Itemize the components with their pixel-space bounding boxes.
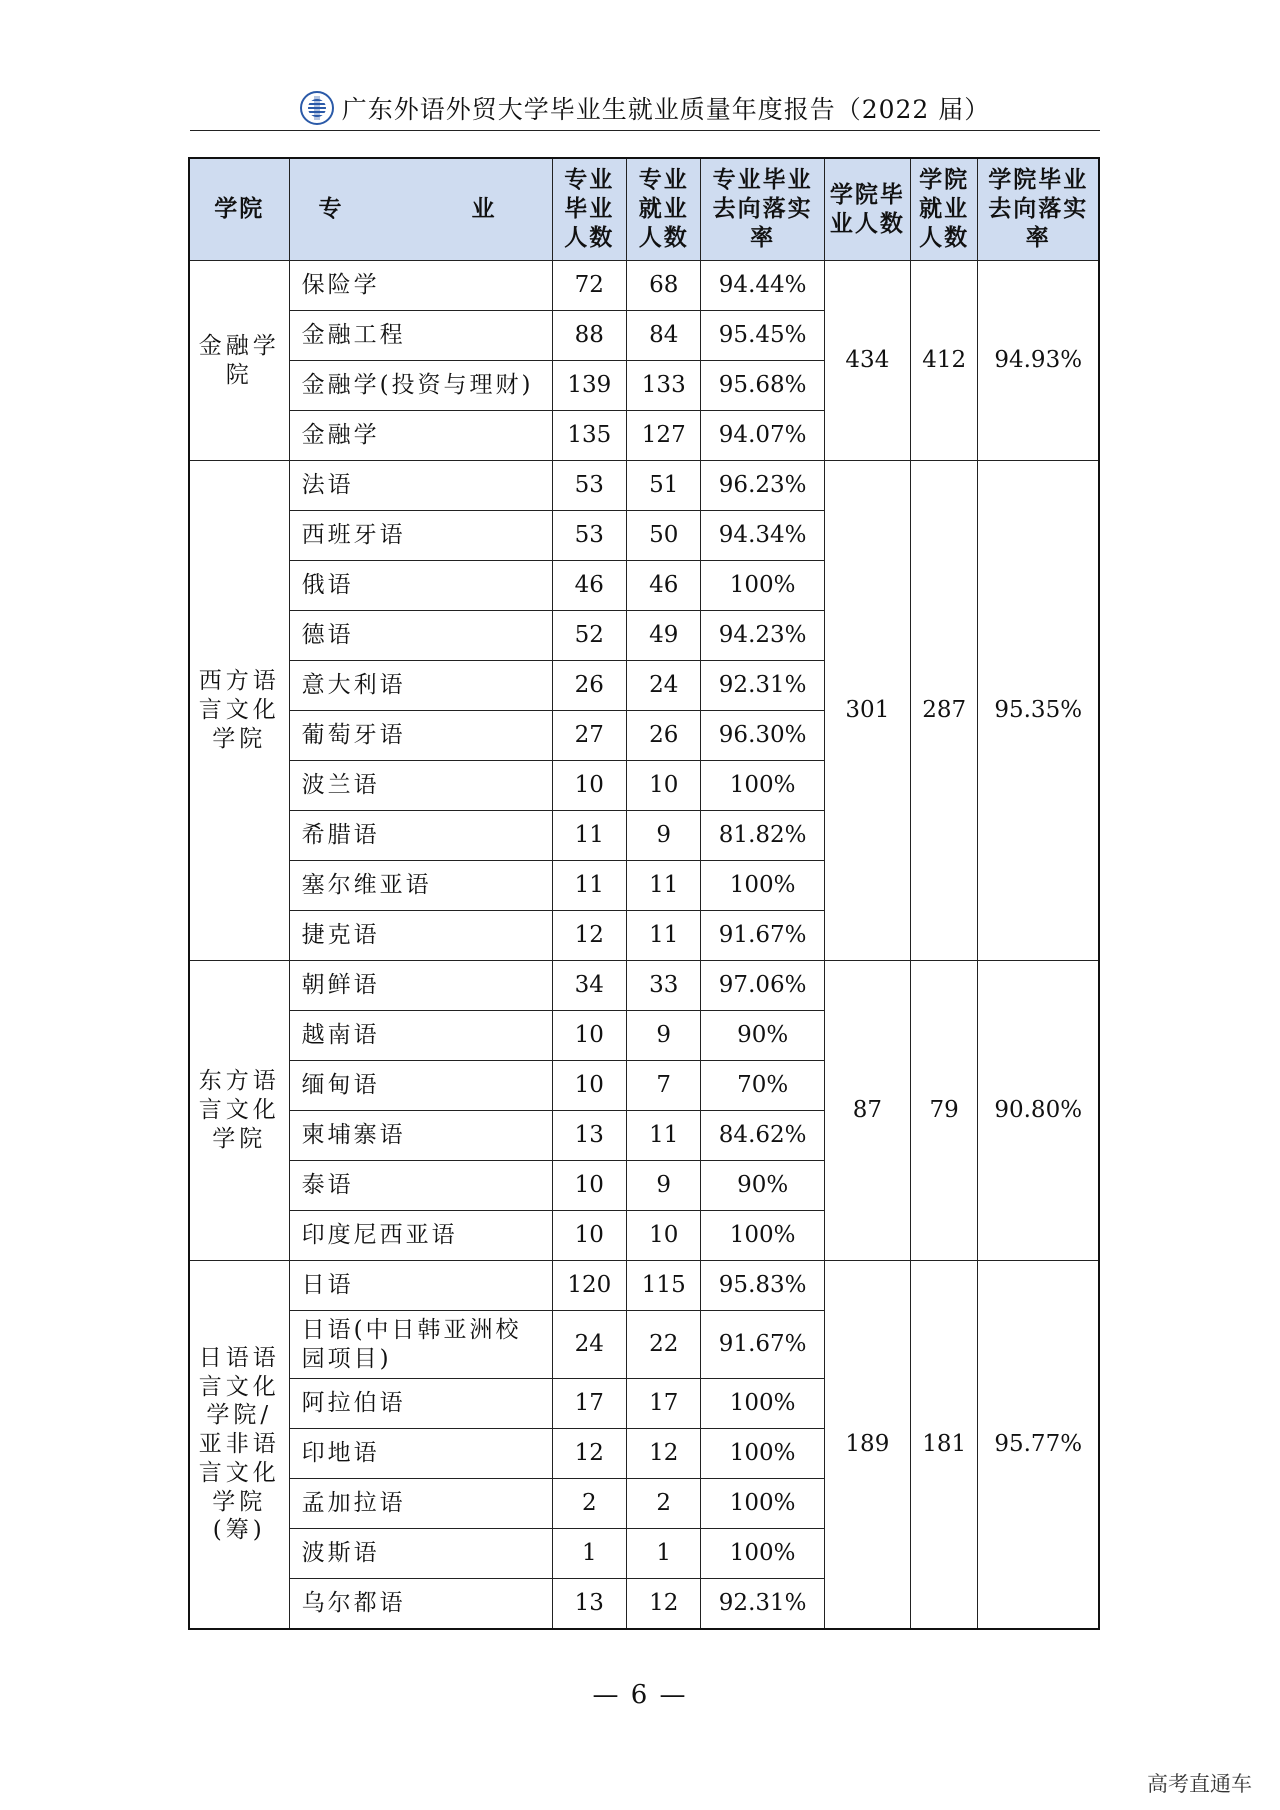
major-grad-count: 17 — [552, 1379, 626, 1429]
major-name: 孟加拉语 — [289, 1479, 552, 1529]
watermark-text: 高考直通车 — [1147, 1772, 1252, 1796]
major-rate: 94.34% — [701, 511, 824, 561]
major-name: 印度尼西亚语 — [289, 1211, 552, 1261]
major-rate: 100% — [701, 561, 824, 611]
major-grad-count: 27 — [552, 711, 626, 761]
table-row — [189, 961, 1099, 1011]
report-header — [190, 88, 1100, 128]
table-row — [189, 261, 1099, 311]
major-grad-count: 52 — [552, 611, 626, 661]
major-name: 泰语 — [289, 1161, 552, 1211]
employment-table — [188, 157, 1100, 1630]
major-emp-count: 11 — [627, 1111, 701, 1161]
col-header-major: 专 业 — [289, 158, 552, 261]
major-grad-count: 10 — [552, 1161, 626, 1211]
major-emp-count: 22 — [627, 1311, 701, 1379]
col-header-major-emp: 专业就业人数 — [627, 158, 701, 261]
major-rate: 100% — [701, 1529, 824, 1579]
major-emp-count: 10 — [627, 761, 701, 811]
major-name: 日语(中日韩亚洲校园项目) — [289, 1311, 552, 1379]
major-grad-count: 11 — [552, 811, 626, 861]
college-name: 东方语言文化学院 — [189, 961, 289, 1261]
college-grad-count: 301 — [824, 461, 910, 961]
college-grad-count: 87 — [824, 961, 910, 1261]
major-rate: 100% — [701, 1479, 824, 1529]
major-rate: 90% — [701, 1011, 824, 1061]
major-rate: 92.31% — [701, 1579, 824, 1630]
major-rate: 91.67% — [701, 911, 824, 961]
major-name: 保险学 — [289, 261, 552, 311]
major-name: 希腊语 — [289, 811, 552, 861]
major-name: 意大利语 — [289, 661, 552, 711]
major-rate: 100% — [701, 1379, 824, 1429]
major-name: 波斯语 — [289, 1529, 552, 1579]
major-emp-count: 7 — [627, 1061, 701, 1111]
major-rate: 100% — [701, 861, 824, 911]
major-emp-count: 9 — [627, 811, 701, 861]
major-emp-count: 50 — [627, 511, 701, 561]
major-name: 柬埔寨语 — [289, 1111, 552, 1161]
college-rate: 95.77% — [978, 1261, 1099, 1630]
header-divider — [190, 130, 1100, 131]
major-rate: 95.68% — [701, 361, 824, 411]
college-name: 日语语言文化学院/亚非语言文化学院(筹) — [189, 1261, 289, 1630]
major-name: 葡萄牙语 — [289, 711, 552, 761]
major-emp-count: 133 — [627, 361, 701, 411]
major-rate: 90% — [701, 1161, 824, 1211]
major-emp-count: 11 — [627, 861, 701, 911]
major-grad-count: 24 — [552, 1311, 626, 1379]
major-name: 乌尔都语 — [289, 1579, 552, 1630]
major-name: 越南语 — [289, 1011, 552, 1061]
major-grad-count: 53 — [552, 461, 626, 511]
page-number: — 6 — — [592, 1680, 688, 1710]
major-name: 朝鲜语 — [289, 961, 552, 1011]
major-name: 塞尔维亚语 — [289, 861, 552, 911]
major-grad-count: 12 — [552, 911, 626, 961]
major-name: 金融学(投资与理财) — [289, 361, 552, 411]
college-emp-count: 412 — [910, 261, 977, 461]
major-emp-count: 9 — [627, 1011, 701, 1061]
major-emp-count: 33 — [627, 961, 701, 1011]
major-grad-count: 46 — [552, 561, 626, 611]
col-header-major-grad: 专业毕业人数 — [552, 158, 626, 261]
report-title: 广东外语外贸大学毕业生就业质量年度报告（2022 届） — [341, 95, 991, 124]
major-grad-count: 34 — [552, 961, 626, 1011]
major-rate: 100% — [701, 1211, 824, 1261]
major-rate: 91.67% — [701, 1311, 824, 1379]
major-grad-count: 10 — [552, 1061, 626, 1111]
major-rate: 92.31% — [701, 661, 824, 711]
major-grad-count: 12 — [552, 1429, 626, 1479]
col-header-college-rate: 学院毕业去向落实率 — [978, 158, 1099, 261]
major-grad-count: 139 — [552, 361, 626, 411]
major-rate: 96.30% — [701, 711, 824, 761]
college-rate: 94.93% — [978, 261, 1099, 461]
major-rate: 95.83% — [701, 1261, 824, 1311]
major-emp-count: 26 — [627, 711, 701, 761]
major-emp-count: 11 — [627, 911, 701, 961]
table-body — [189, 261, 1099, 1630]
major-emp-count: 68 — [627, 261, 701, 311]
major-rate: 94.07% — [701, 411, 824, 461]
major-emp-count: 84 — [627, 311, 701, 361]
major-emp-count: 17 — [627, 1379, 701, 1429]
major-rate: 70% — [701, 1061, 824, 1111]
major-grad-count: 53 — [552, 511, 626, 561]
major-grad-count: 2 — [552, 1479, 626, 1529]
major-grad-count: 11 — [552, 861, 626, 911]
col-header-college-emp: 学院就业人数 — [910, 158, 977, 261]
major-grad-count: 88 — [552, 311, 626, 361]
major-name: 捷克语 — [289, 911, 552, 961]
major-name: 西班牙语 — [289, 511, 552, 561]
major-grad-count: 10 — [552, 1211, 626, 1261]
major-rate: 100% — [701, 761, 824, 811]
major-rate: 96.23% — [701, 461, 824, 511]
college-rate: 95.35% — [978, 461, 1099, 961]
major-name: 金融学 — [289, 411, 552, 461]
major-rate: 81.82% — [701, 811, 824, 861]
major-emp-count: 12 — [627, 1429, 701, 1479]
college-name: 金融学院 — [189, 261, 289, 461]
major-emp-count: 49 — [627, 611, 701, 661]
major-emp-count: 2 — [627, 1479, 701, 1529]
university-logo-icon — [300, 91, 334, 125]
major-name: 印地语 — [289, 1429, 552, 1479]
major-grad-count: 72 — [552, 261, 626, 311]
major-grad-count: 10 — [552, 1011, 626, 1061]
major-emp-count: 46 — [627, 561, 701, 611]
col-header-college-grad: 学院毕业人数 — [824, 158, 910, 261]
major-emp-count: 51 — [627, 461, 701, 511]
major-emp-count: 127 — [627, 411, 701, 461]
major-rate: 100% — [701, 1429, 824, 1479]
major-name: 缅甸语 — [289, 1061, 552, 1111]
college-rate: 90.80% — [978, 961, 1099, 1261]
college-emp-count: 287 — [910, 461, 977, 961]
table-header-row — [189, 158, 1099, 261]
major-grad-count: 1 — [552, 1529, 626, 1579]
col-header-major-rate: 专业毕业去向落实率 — [701, 158, 824, 261]
college-grad-count: 434 — [824, 261, 910, 461]
major-emp-count: 10 — [627, 1211, 701, 1261]
major-grad-count: 135 — [552, 411, 626, 461]
major-name: 波兰语 — [289, 761, 552, 811]
major-emp-count: 12 — [627, 1579, 701, 1630]
major-rate: 84.62% — [701, 1111, 824, 1161]
major-name: 法语 — [289, 461, 552, 511]
major-grad-count: 26 — [552, 661, 626, 711]
major-grad-count: 13 — [552, 1579, 626, 1630]
college-emp-count: 79 — [910, 961, 977, 1261]
major-grad-count: 10 — [552, 761, 626, 811]
major-name: 日语 — [289, 1261, 552, 1311]
major-emp-count: 24 — [627, 661, 701, 711]
major-grad-count: 13 — [552, 1111, 626, 1161]
major-name: 德语 — [289, 611, 552, 661]
college-grad-count: 189 — [824, 1261, 910, 1630]
college-name: 西方语言文化学院 — [189, 461, 289, 961]
col-header-college: 学院 — [189, 158, 289, 261]
major-emp-count: 1 — [627, 1529, 701, 1579]
major-name: 阿拉伯语 — [289, 1379, 552, 1429]
major-rate: 97.06% — [701, 961, 824, 1011]
major-grad-count: 120 — [552, 1261, 626, 1311]
major-rate: 94.44% — [701, 261, 824, 311]
major-emp-count: 9 — [627, 1161, 701, 1211]
major-emp-count: 115 — [627, 1261, 701, 1311]
table-row — [189, 461, 1099, 511]
college-emp-count: 181 — [910, 1261, 977, 1630]
major-name: 俄语 — [289, 561, 552, 611]
table-row — [189, 1261, 1099, 1311]
major-rate: 95.45% — [701, 311, 824, 361]
major-name: 金融工程 — [289, 311, 552, 361]
major-rate: 94.23% — [701, 611, 824, 661]
